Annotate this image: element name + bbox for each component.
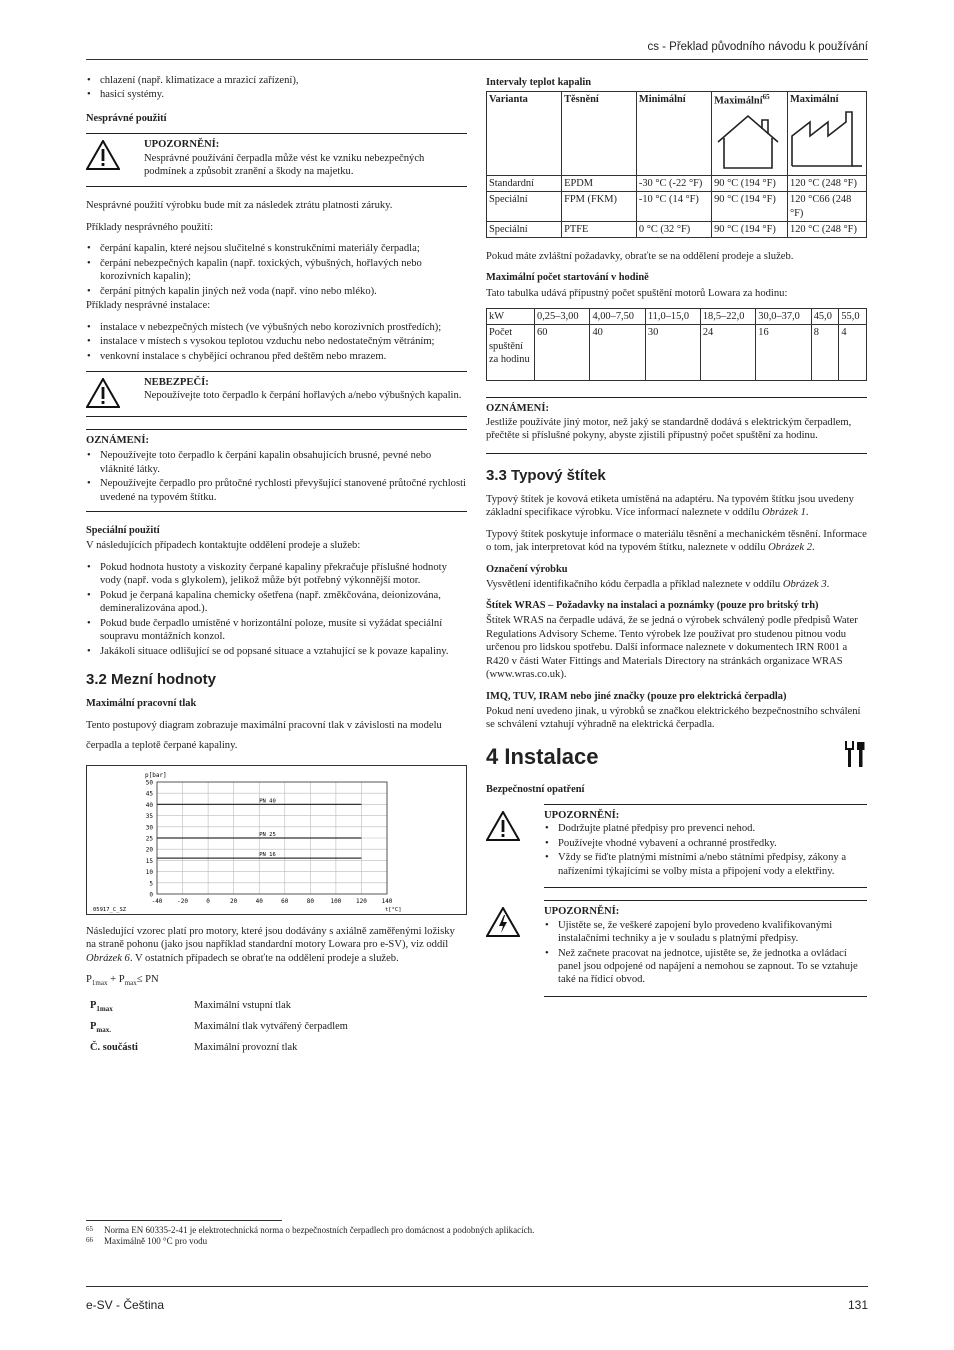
def-symbol: $P_{1max}$ (90, 999, 113, 1014)
table-cell: 90 °C (194 °F) (712, 176, 788, 192)
temp-heading: Intervaly teplot kapalin (486, 77, 592, 88)
y-tick-label: 45 (145, 790, 153, 798)
table-row (86, 996, 467, 1017)
factory-icon (790, 110, 864, 172)
footnote: 65 Norma EN 60335-2-41 je elektrotechnická norma o bezpečnostních čerpadlech pro domácnost a podobných aplikacích. (86, 1225, 535, 1235)
table-cell: 120 °C (248 °F) (788, 221, 867, 237)
wras-heading: Štítek WRAS – Požadavky na instalaci a poznámky (pouze pro britský trh) (486, 600, 819, 612)
list-item: • instalace v nebezpečných místech (ve výbušných nebo korozivních prostředích); (86, 321, 467, 334)
figure-ref: Obrázek 6 (86, 952, 130, 964)
table-cell: EPDM (562, 176, 637, 192)
table-cell: 30 (645, 325, 700, 381)
warning-title: UPOZORNĚNÍ: (544, 906, 620, 918)
table-cell: Speciální (487, 192, 562, 221)
chart-code: 05917_C_SZ (93, 906, 127, 913)
footnote: 66 Maximálně 100 °C pro vodu (86, 1236, 208, 1247)
starts-table (486, 308, 867, 381)
x-tick-label: -40 (151, 897, 163, 905)
formula-paragraph (86, 925, 467, 965)
footnotes (86, 1220, 686, 1248)
table-cell: 8 (811, 325, 839, 381)
x-axis-label: t[°C] (385, 906, 402, 913)
y-tick-label: 0 (149, 891, 153, 899)
list-item: • Než začnete pracovat na jednotce, ujistěte se, že jednotka a ovládací panel jsou odpojené od napájení a nemohou se zapnout. To se vztahuje také na řídicí obvod. (544, 947, 867, 987)
list-item: • Pokud bude čerpadlo umístěné v horizontální poloze, musíte si vyžádat speciální soupravu montážních konzol. (86, 617, 467, 644)
y-axis-label: p[bar] (145, 771, 167, 779)
x-tick-label: 80 (306, 897, 314, 905)
col-header: Maximální$^{65}$ (712, 92, 788, 176)
house-icon (714, 112, 785, 174)
y-tick-label: 5 (149, 879, 153, 887)
list-item: • venkovní instalace s chybějící ochranou před deštěm nebo mrazem. (86, 350, 467, 363)
x-tick-label: 120 (356, 897, 367, 905)
list-item: • Pokud je čerpaná kapalina chemicky ošetřena (např. změkčována, deionizována, demineralizována apod.). (86, 589, 467, 616)
col-header: Varianta (487, 92, 562, 176)
page-header (86, 40, 868, 60)
product-id-heading: Označení výrobku (486, 563, 568, 575)
table-row (86, 1017, 467, 1038)
table-cell: Standardní (487, 176, 562, 192)
warning-text: Nesprávné používání čerpadla může vést ke vzniku nebezpečných podmínek a způsobit zranění a škody na majetku. (144, 152, 425, 178)
table-cell: 90 °C (194 °F) (712, 221, 788, 237)
table-header-row (487, 92, 867, 176)
special-use-heading: Speciální použití (86, 525, 160, 537)
safety-heading: Bezpečnostní opatření (486, 783, 585, 795)
max-pressure-heading: Maximální pracovní tlak (86, 698, 197, 710)
paragraph: Nesprávné použití výrobku bude mít za následek ztrátu platnosti záruky. (86, 200, 393, 212)
table-cell: 24 (700, 325, 755, 381)
table-row (487, 221, 867, 237)
formula-sub: max (124, 979, 137, 988)
y-tick-label: 20 (145, 846, 153, 854)
danger-text: Nepoužívejte toto čerpadlo k čerpání hořlavých a/nebo výbušných kapalin. (144, 390, 462, 402)
x-tick-label: 140 (381, 897, 393, 905)
list-item: • Dodržujte platné předpisy pro prevenci nehod. (544, 822, 867, 835)
table-cell: Speciální (487, 221, 562, 237)
formula-sub: 1max (91, 979, 108, 988)
def-desc: Maximální tlak vytvářený čerpadlem (194, 1020, 348, 1032)
table-cell: kW (487, 309, 535, 325)
paragraph: Pokud není uvedeno jinak, u výrobků se značkou elektrického bezpečnostního schválení se schválení vztahují výhradně na elektrická čerpadla. (486, 705, 861, 731)
y-tick-label: 40 (145, 801, 153, 809)
warning-title: UPOZORNĚNÍ: (144, 139, 220, 151)
x-tick-label: 0 (206, 897, 210, 905)
page-number: 131 (847, 1298, 868, 1312)
page-footer (86, 1286, 868, 1313)
table-cell: 120 °C66 (248 °F) (788, 192, 867, 221)
table-cell: 30,0–37,0 (756, 309, 811, 325)
table-cell: PTFE (562, 221, 637, 237)
x-tick-label: 40 (255, 897, 263, 905)
table-cell: 120 °C (248 °F) (788, 176, 867, 192)
def-desc: Maximální provozní tlak (194, 1041, 298, 1053)
formula-part: ≤ PN (136, 973, 159, 985)
table-cell: -30 °C (-22 °F) (636, 176, 711, 192)
list-item: • Nepoužívejte čerpadlo pro průtočné rychlosti převyšující stanovené průtočné rychlosti uvedené na typovém štítku. (86, 477, 467, 504)
notice-box (486, 397, 867, 453)
top-bullets (86, 74, 467, 102)
col-header: Minimální (636, 92, 711, 176)
paragraph: V následujících případech kontaktujte oddělení prodeje a služeb: (86, 540, 361, 552)
table-cell: 55,0 (839, 309, 867, 325)
list-item: • čerpání nebezpečných kapalin (např. toxických, výbušných, hořlavých nebo korozivních kapalin); (86, 257, 467, 284)
notice-box (86, 429, 467, 512)
left-column (86, 74, 467, 1057)
list-item: • instalace v místech s vysokou teplotou vzduchu nebo nedostatečným větráním; (86, 335, 467, 348)
imq-heading: IMQ, TUV, IRAM nebo jiné značky (pouze pro elektrická čerpadla) (486, 690, 787, 702)
text: Následující vzorec platí pro motory, které jsou dodávány s axiálně zaměřenými ložisky na straně pohonu (jako jsou například standardní motory Lowara pro e-SV), viz oddíl (86, 925, 455, 951)
right-column (486, 74, 867, 1009)
y-tick-label: 50 (145, 779, 153, 787)
paragraph: Tato tabulka udává přípustný počet spuštění motorů Lowara za hodinu: (486, 287, 788, 299)
table-cell: 60 (535, 325, 590, 381)
table-cell: 0 °C (32 °F) (636, 221, 711, 237)
table-row (487, 309, 867, 325)
tools-icon (845, 740, 867, 775)
series-label: PN 16 (259, 851, 276, 858)
table-cell: 90 °C (194 °F) (712, 192, 788, 221)
list-item: • Nepoužívejte toto čerpadlo k čerpání kapalin obsahujících brusné, pevné nebo vláknité látky. (86, 449, 467, 476)
electrical-warning-box (544, 900, 867, 997)
series-label: PN 25 (259, 831, 276, 838)
wrong-use-heading: Nesprávné použití (86, 112, 167, 124)
text: . V ostatních případech se obraťte na oddělení prodeje a služeb. (129, 952, 399, 964)
table-cell: 18,5–22,0 (700, 309, 755, 325)
list-item: • Jakákoli situace odlišující se od popsané situace a vztahující se k povaze kapaliny. (86, 645, 467, 658)
section-heading-3-3: 3.3 Typový štítek (486, 466, 606, 484)
x-tick-label: 100 (330, 897, 342, 905)
wrong-use-list (86, 242, 467, 298)
paragraph: Vysvětlení identifikačního kódu čerpadla a příklad naleznete v oddílu Obrázek 3. (486, 578, 830, 590)
x-tick-label: 20 (230, 897, 238, 905)
y-tick-label: 35 (145, 812, 153, 820)
x-tick-label: -20 (177, 897, 188, 905)
list-item: • Vždy se řiďte platnými místními a/nebo státními předpisy, zákony a nařízeními týkajícími se volby místa a připojení vody a elektřiny. (544, 851, 867, 878)
paragraph: Pokud máte zvláštní požadavky, obraťte se na oddělení prodeje a služeb. (486, 251, 794, 263)
list-item: • Pokud hodnota hustoty a viskozity čerpané kapaliny překračuje příslušné hodnoty vody (např. voda s glykolem), jelikož může být potřebný výkonnější motor. (86, 561, 467, 588)
paragraph: Štítek WRAS na čerpadle udává, že se jedná o výrobek schválený podle předpisů Water Regulations Advisory Scheme. Tento výrobek lze používat pro studenou pitnou vodu určenou pro lidskou spotřebu. Další informace naleznete v dokumentech IRN R001 a R420 v části Water Fittings and Materials Directory na stránkách organizace WRAS (www.wras.co.uk). (486, 615, 858, 681)
wrong-install-list (86, 321, 467, 363)
table-row (487, 176, 867, 192)
table-cell: FPM (FKM) (562, 192, 637, 221)
table-cell: -10 °C (14 °F) (636, 192, 711, 221)
figure-ref: Obrázek 1 (762, 507, 806, 519)
series-label: PN 40 (259, 797, 276, 804)
danger-icon (86, 376, 144, 408)
list-item: • chlazení (např. klimatizace a mrazicí zařízení), (86, 74, 467, 87)
list-item: • Používejte vhodné vybavení a ochranné prostředky. (544, 837, 867, 850)
def-symbol: $P_{max.}$ (90, 1020, 111, 1034)
y-tick-label: 30 (145, 823, 153, 831)
y-tick-label: 25 (145, 835, 153, 843)
notice-title: OZNÁMENÍ: (86, 435, 149, 446)
danger-title: NEBEZPEČÍ: (144, 377, 209, 388)
paragraph: Typový štítek je kovová etiketa umístěná na adaptéru. Na typovém štítku jsou uvedeny základní specifikace výrobku. Více informací naleznete v oddílu Obrázek 1. (486, 493, 854, 519)
chapter-heading-4 (486, 740, 867, 775)
table-cell: 11,0–15,0 (645, 309, 700, 325)
list-item: • Ujistěte se, že veškeré zapojení bylo provedeno kvalifikovanými instalačními techniky a je v souladu s platnými předpisy. (544, 919, 867, 946)
table-row (487, 325, 867, 381)
warning-icon (86, 138, 144, 178)
paragraph: Typový štítek poskytuje informace o materiálu těsnění a mechanickém těsnění. Informace o tom, jak interpretovat kód na typovém štítku, naleznete v oddílu Obrázek 2. (486, 528, 867, 554)
table-row (487, 192, 867, 221)
table-cell: 45,0 (811, 309, 839, 325)
chapter-title: 4 Instalace (486, 744, 599, 770)
formula-part: P (86, 973, 92, 985)
warning-icon (486, 809, 544, 879)
warning-box (544, 804, 867, 888)
formula (86, 973, 467, 988)
paragraph: Příklady nesprávné instalace: (86, 300, 211, 312)
pressure-chart-svg (87, 766, 466, 914)
notice-title: OZNÁMENÍ: (486, 403, 549, 415)
figure-ref: Obrázek 2 (768, 542, 812, 554)
temperature-table (486, 91, 867, 238)
notice-text: Jestliže používáte jiný motor, než jaký se standardně dodává s elektrickým čerpadlem, přečtěte si příslušné pokyny, abyste zjistili přípustný počet spuštění za hodinu. (486, 416, 852, 442)
list-item: • čerpání pitných kapalin jiných než voda (např. víno nebo mléko). (86, 285, 467, 298)
list-item: • hasicí systémy. (86, 88, 467, 101)
table-cell: 4,00–7,50 (590, 309, 645, 325)
def-symbol: Č. součásti (90, 1041, 138, 1053)
warning-title: UPOZORNĚNÍ: (544, 809, 620, 821)
table-cell: 4 (839, 325, 867, 381)
table-cell: 0,25–3,00 (535, 309, 590, 325)
y-tick-label: 10 (145, 868, 153, 876)
paragraph: Tento postupový diagram zobrazuje maximální pracovní tlak v závislosti na modelu čerpadla a teplotě čerpané kapaliny. (86, 720, 442, 752)
special-use-list (86, 561, 467, 658)
col-header: Maximální (788, 92, 867, 176)
table-row (86, 1038, 467, 1057)
header-title: cs - Překlad původního návodu k používání (647, 41, 868, 53)
danger-box (86, 371, 467, 417)
paragraph: Příklady nesprávného použití: (86, 221, 214, 233)
table-cell: Počet spuštění za hodinu (487, 325, 535, 381)
pressure-chart (86, 765, 467, 915)
list-item: • čerpání kapalin, které nejsou slučitelné s konstrukčními materiály čerpadla; (86, 242, 467, 255)
table-cell: 40 (590, 325, 645, 381)
electric-hazard-icon (486, 905, 544, 988)
x-tick-label: 60 (281, 897, 289, 905)
section-heading-3-2: 3.2 Mezní hodnoty (86, 671, 217, 689)
y-tick-label: 15 (145, 857, 153, 865)
definition-table (86, 996, 467, 1057)
warning-box (86, 133, 467, 187)
def-desc: Maximální vstupní tlak (194, 999, 291, 1011)
starts-heading: Maximální počet startování v hodině (486, 272, 649, 284)
col-header: Těsnění (562, 92, 637, 176)
footer-doc: e-SV - Čeština (86, 1298, 165, 1312)
figure-ref: Obrázek 3 (782, 578, 827, 590)
table-cell: 16 (756, 325, 811, 381)
formula-part: + P (107, 973, 125, 985)
